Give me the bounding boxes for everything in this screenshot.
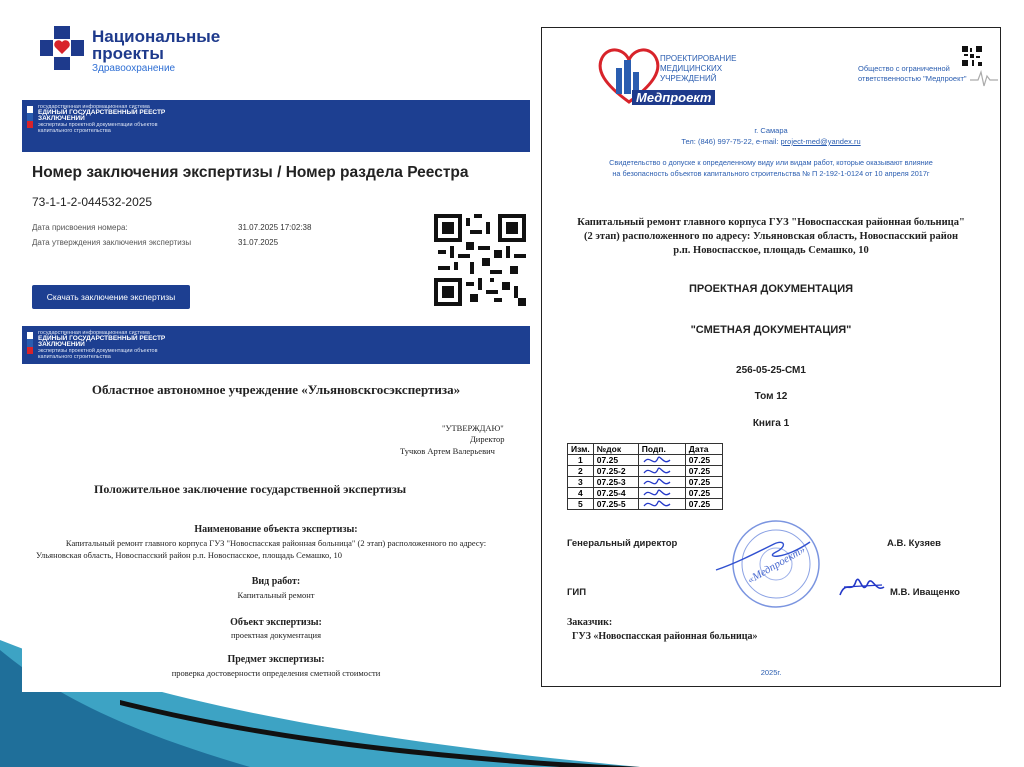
doc-contacts — [542, 137, 1000, 146]
approve-date-value: 31.07.2025 — [238, 238, 279, 247]
object-line3: р.п. Новоспасское, площадь Семашко, 10 — [673, 245, 869, 256]
logo-line1: ПРОЕКТИРОВАНИЕ — [660, 54, 737, 63]
project-doc-title: ПРОЕКТНАЯ ДОКУМЕНТАЦИЯ — [688, 283, 854, 295]
gip-signature — [838, 573, 888, 601]
project-document — [541, 27, 1001, 687]
subject-heading: Объект экспертизы: — [230, 617, 322, 628]
logo-line3: УЧРЕЖДЕНИЙ — [660, 74, 717, 83]
signature-scribbles — [640, 454, 674, 512]
qr-code-icon — [962, 46, 982, 66]
doc-phone: Тел: (846) 997-75-22, e-mail: — [681, 137, 781, 146]
table-header: Дата — [685, 444, 722, 455]
table-row: 3 07.25-3 07.25 — [568, 477, 723, 488]
approve-stamp: "УТВЕРЖДАЮ" — [442, 423, 504, 433]
logo-subtitle: Здравоохранение — [92, 63, 176, 74]
object-heading: Наименование объекта экспертизы: — [194, 524, 358, 535]
gip-label: ГИП — [567, 587, 587, 598]
registry-header-text: государственная информационная система ЕДИНЫЙ ГОСУДАРСТВЕННЫЙ РЕЕСТР ЗАКЛЮЧЕНИЙ экспертизы проектной документации объектов капитального строительства — [38, 104, 166, 134]
table-row: 4 07.25-4 07.25 — [568, 488, 723, 499]
estimate-doc-title: "СМЕТНАЯ ДОКУМЕНТАЦИЯ" — [690, 324, 852, 336]
doc-book: Книга 1 — [752, 418, 790, 429]
doc-code: 256-05-25-СМ1 — [736, 365, 806, 376]
registry-title: Номер заключения экспертизы / Номер раздела Реестра — [32, 164, 469, 181]
stamp-text: «Медпроект» — [745, 543, 808, 587]
conclusion-header-text: государственная информационная система ЕДИНЫЙ ГОСУДАРСТВЕННЫЙ РЕЕСТР ЗАКЛЮЧЕНИЙ экспертизы проектной документации объектов капитального строительства — [38, 330, 166, 360]
table-row: 2 07.25-2 07.25 — [568, 466, 723, 477]
conclusion-title: Положительное заключение государственной экспертизы — [94, 482, 407, 496]
doc-city: г. Самара — [754, 126, 788, 135]
subject-value: проектная документация — [230, 630, 322, 640]
object-line1: Капитальный ремонт главного корпуса ГУЗ "Новоспасская районная больница" — [577, 217, 965, 228]
approve-date-label: Дата утверждения заключения экспертизы — [32, 238, 192, 247]
table-header: №док — [593, 444, 638, 455]
table-row: 5 07.25-5 07.25 — [568, 499, 723, 510]
object-line2: (2 этап) расположенного по адресу: Ульяновская область, Новоспасский район — [583, 231, 959, 242]
download-conclusion-button[interactable]: Скачать заключение экспертизы — [32, 285, 190, 309]
customer-value: ГУЗ «Новоспасская районная больница» — [572, 631, 758, 642]
license-line1: Свидетельство о допуске к определенному виду или видам работ, которые оказывают влияние — [609, 158, 933, 167]
work-heading: Вид работ: — [251, 576, 301, 587]
heartbeat-line-icon — [970, 68, 998, 88]
director-signature — [714, 536, 814, 576]
doc-volume: Том 12 — [754, 391, 788, 402]
logo-line2: МЕДИЦИНСКИХ — [660, 64, 723, 73]
health-cross-icon — [40, 26, 84, 70]
gip-name: М.В. Иващенко — [890, 587, 960, 598]
table-row: 1 07.25 07.25 — [568, 455, 723, 466]
director-label: Генеральный директор — [567, 538, 678, 549]
registry-card — [22, 100, 530, 318]
russia-flag-icon — [27, 106, 33, 128]
object-line1: Капитальный ремонт главного корпуса ГУЗ "Новоспасская районная больница" (2 этап) расположенного по адресу: — [65, 538, 487, 548]
doc-email-link[interactable]: project-med@yandex.ru — [780, 137, 861, 146]
table-header: Изм. — [568, 444, 594, 455]
matter-heading: Предмет экспертизы: — [227, 654, 325, 665]
assign-date-label: Дата присвоения номера: — [32, 223, 128, 232]
expert-org: Областное автономное учреждение «Ульяновскгосэкспертиза» — [91, 382, 461, 397]
registry-number: 73-1-1-2-044532-2025 — [32, 195, 153, 209]
registry-header — [22, 100, 530, 152]
work-value: Капитальный ремонт — [237, 590, 315, 600]
director-name: Тучков Артем Валерьевич — [400, 446, 495, 456]
company-line2: ответственностью "Медпроект" — [858, 74, 967, 83]
table-header-row — [568, 444, 723, 455]
national-projects-logo — [40, 26, 240, 78]
conclusion-card — [22, 326, 530, 692]
director-position: Директор — [470, 434, 505, 444]
russia-flag-icon — [27, 332, 33, 354]
matter-value: проверка достоверности определения сметной стоимости — [171, 668, 381, 678]
assign-date-value: 31.07.2025 17:02:38 — [238, 223, 312, 232]
logo-title: Национальные проекты — [92, 27, 221, 63]
license-line2: на безопасность объектов капитального строительства № П 2-192-1-0124 от 10 апреля 2017г — [612, 169, 930, 178]
director-name: А.В. Кузяев — [887, 538, 941, 549]
logo-brand: Медпроект — [632, 90, 715, 105]
conclusion-header — [22, 326, 530, 364]
doc-year: 2025г. — [760, 668, 782, 677]
object-line2: Ульяновская область, Новоспасский район р.п. Новоспасское, площадь Семашко, 10 — [36, 550, 342, 560]
company-line1: Общество с ограниченной — [858, 64, 950, 73]
table-header: Подп. — [638, 444, 685, 455]
qr-code-icon — [434, 214, 526, 306]
customer-label: Заказчик: — [567, 617, 613, 628]
